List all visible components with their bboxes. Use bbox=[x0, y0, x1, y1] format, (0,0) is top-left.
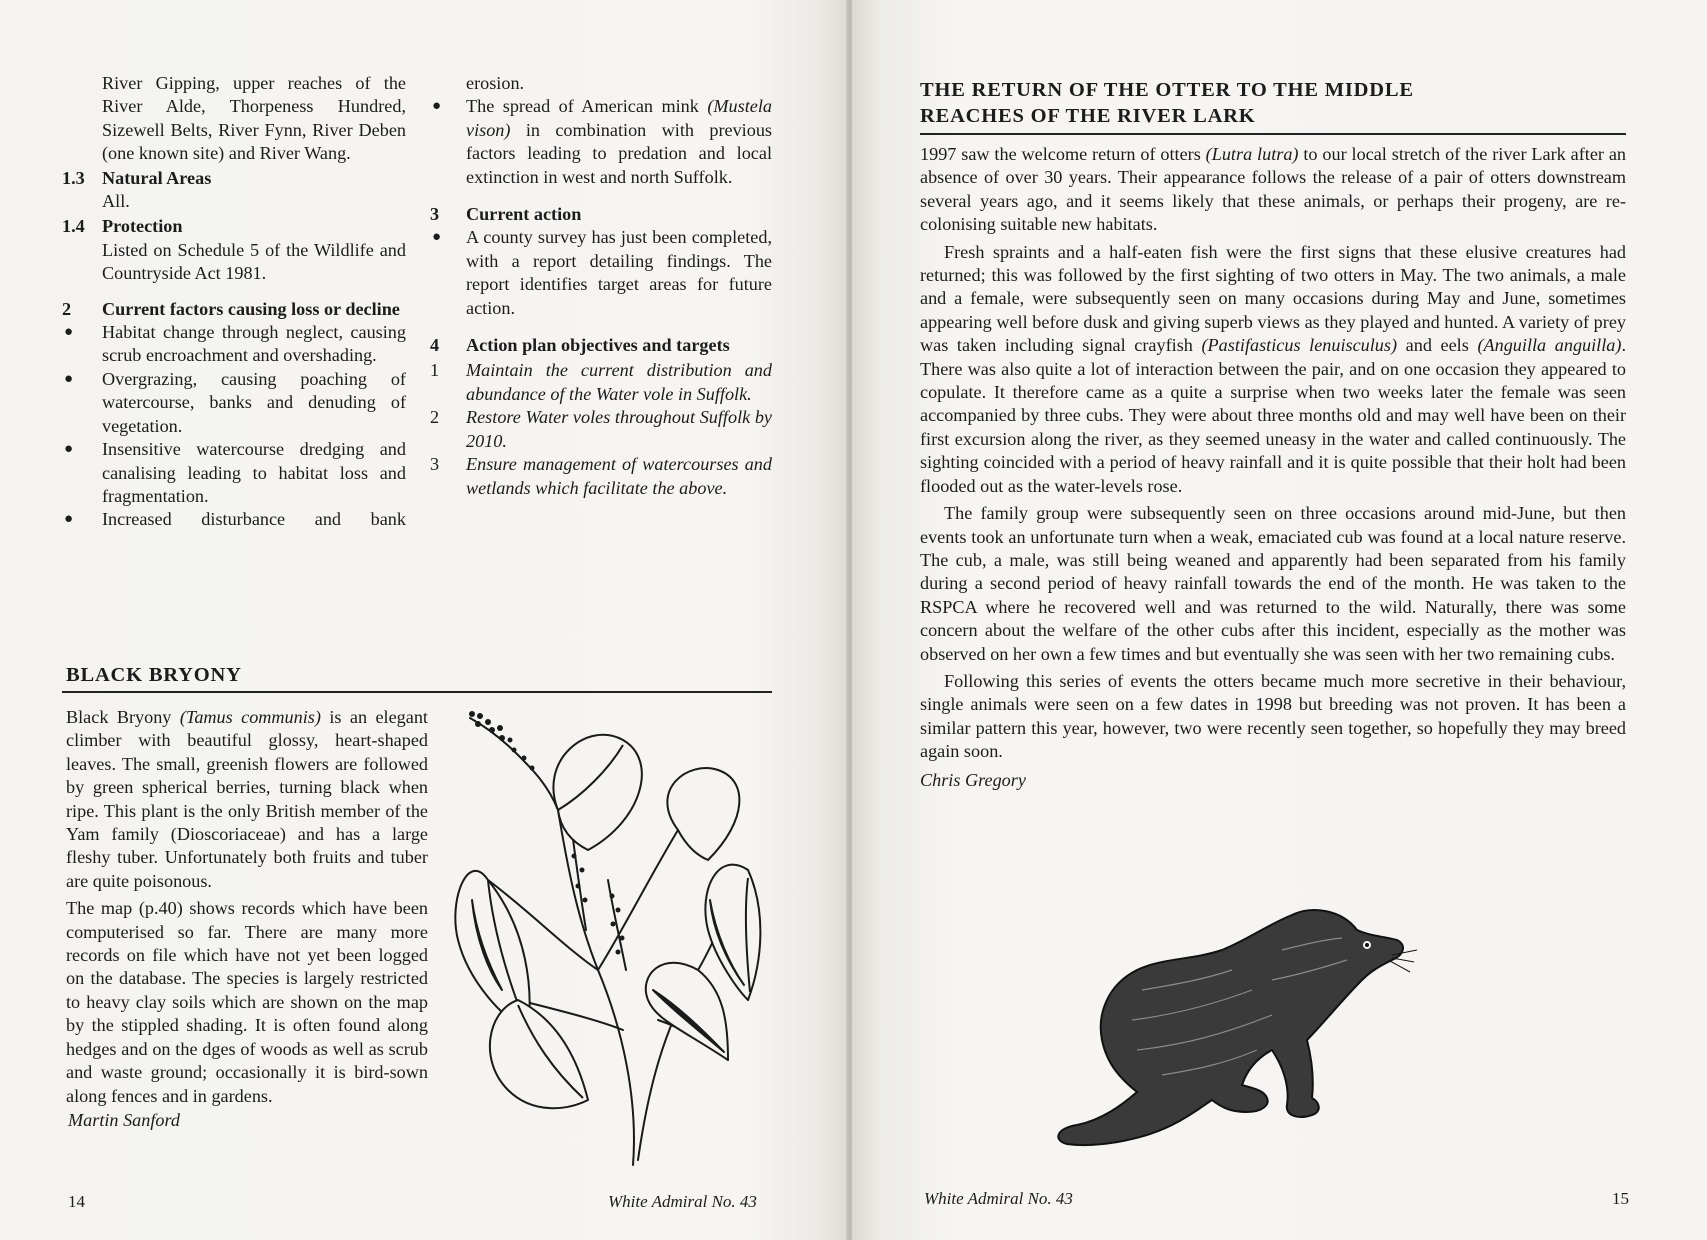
objective-text: Ensure management of watercourses and wetlands which facilitate the above. bbox=[466, 454, 772, 498]
bryony-paragraph-2: The map (p.40) shows records which have been computerised so far. There are many more records on file which have not yet been logged on the database. The species is largely restricted to heavy clay soils which are shown on the map by the stippled shading. It is often found along hedges and on the dges of woods as well as scrub and waste ground; occasionally it is bird-sown along fences and in gardens. bbox=[66, 898, 428, 1106]
species-name: (Pastifasticus lenuisculus) bbox=[1201, 335, 1398, 356]
section-number: 1.4 bbox=[62, 216, 85, 237]
species-name: (Anguilla anguilla) bbox=[1477, 335, 1622, 356]
left-page bbox=[0, 0, 848, 1240]
left-column-2 bbox=[430, 72, 772, 500]
bullet-text: Overgrazing, causing poaching of watercourse, banks and denuding of vegetation. bbox=[102, 368, 406, 436]
otter-article-body bbox=[920, 143, 1626, 792]
species-name: (Mustela vison) bbox=[466, 96, 772, 140]
section-text: All. bbox=[102, 191, 130, 212]
black-bryony-text bbox=[66, 706, 428, 1132]
black-bryony-drawing-icon bbox=[448, 700, 768, 1170]
species-name: (Tamus communis) bbox=[179, 707, 321, 727]
bryony-paragraph-1: Black Bryony (Tamus communis) is an elegant climber with beautiful glossy, heart-shaped leaves. The small, greenish flowers are followed by green spherical berries, turning black when ripe. This plant is the only British member of the Yam family (Dioscoriaceae) and has a large fleshy tuber. Unfortunately both fruits and tuber are quite poisonous. bbox=[66, 707, 428, 891]
bullet-icon: ● bbox=[64, 441, 74, 458]
journal-footer: White Admiral No. 43 bbox=[924, 1189, 1073, 1208]
bullet-text: Insensitive watercourse dredging and canalising leading to habitat loss and fragmentation. bbox=[102, 439, 406, 506]
otter-drawing-icon bbox=[1042, 900, 1422, 1150]
right-page bbox=[852, 0, 1707, 1240]
section-3 bbox=[430, 203, 772, 226]
bullet-icon: ● bbox=[64, 324, 74, 341]
journal-footer: White Admiral No. 43 bbox=[608, 1192, 757, 1211]
species-name: (Lutra lutra) bbox=[1205, 144, 1299, 164]
bullet-icon: ● bbox=[64, 370, 74, 387]
bullet-item bbox=[430, 226, 772, 320]
objective-item bbox=[430, 406, 772, 453]
section-title: Current action bbox=[466, 204, 582, 225]
bullet-text: A county survey has just been completed, with a report detailing findings. The report identifies target areas for future action. bbox=[466, 227, 772, 318]
water-vole-sites-text: River Gipping, upper reaches of the River Alde, Thorpeness Hundred, Sizewell Belts, River Fynn, River Deben (one known site) and River Wang. bbox=[102, 73, 406, 164]
section-number: 1.3 bbox=[62, 167, 85, 188]
author-signature: Martin Sanford bbox=[68, 1109, 180, 1130]
section-title: Protection bbox=[102, 216, 183, 237]
black-bryony-heading: BLACK BRYONY bbox=[66, 664, 242, 686]
heading-rule bbox=[920, 133, 1626, 135]
bullet-icon: ● bbox=[432, 229, 442, 246]
objective-item bbox=[430, 359, 772, 406]
objective-number: 2 bbox=[430, 407, 440, 428]
section-number: 2 bbox=[62, 298, 72, 319]
bullet-item bbox=[430, 95, 772, 189]
section-number: 4 bbox=[430, 335, 440, 356]
bullet-text: Habitat change through neglect, causing scrub encroachment and overshading. bbox=[102, 322, 406, 366]
otter-paragraph-4: Following this series of events the otters became much more secretive in their behaviour, single animals were seen on a few dates in 1998 but breeding was not proven. It has been a similar pattern this year, however, two were recently seen together, so hopefully they may breed again soon. bbox=[920, 670, 1626, 762]
bullet-item bbox=[62, 438, 406, 508]
left-column-1 bbox=[62, 72, 406, 532]
section-4 bbox=[430, 334, 772, 357]
objective-text: Maintain the current distribution and abundance of the Water vole in Suffolk. bbox=[466, 360, 772, 404]
objective-text: Restore Water voles throughout Suffolk by 2010. bbox=[466, 407, 772, 451]
heading-rule bbox=[62, 691, 772, 693]
otter-paragraph-3: The family group were subsequently seen on three occasions around mid-June, but then events took an unfortunate turn when a weak, emaciated cub was found at a local nature reserve. The cub, a male, was still being weaned and apparently had been separated from his family during a second period of heavy rainfall towards the end of the month. He was taken to the RSPCA where he recovered well and was returned to the wild. Naturally, there was some concern about the welfare of the other cubs after this incident, especially as the mother was observed on her own a few times and but eventually she was seen with her two remaining cubs. bbox=[920, 503, 1626, 664]
section-text: Listed on Schedule 5 of the Wildlife and Countryside Act 1981. bbox=[102, 239, 406, 284]
otter-article-heading: THE RETURN OF THE OTTER TO THE MIDDLE REACHES OF THE RIVER LARK bbox=[920, 79, 1414, 127]
bullet-text: The spread of American mink (Mustela vison) in combination with previous factors leading to predation and local extinction in west and north Suffolk. bbox=[466, 96, 772, 187]
otter-paragraph-1: 1997 saw the welcome return of otters (Lutra lutra) to our local stretch of the river Lark after an absence of over 30 years. Their appearance follows the release of a pair of otters downstream several years ago, and it seems likely that these animals, or perhaps their progeny, are re-colonising suitable new habitats. bbox=[920, 144, 1627, 235]
objective-number: 3 bbox=[430, 454, 440, 475]
page-number: 14 bbox=[68, 1192, 85, 1211]
section-1-3 bbox=[62, 167, 406, 214]
section-1-4 bbox=[62, 215, 406, 285]
erosion-continuation: erosion. bbox=[466, 73, 525, 93]
page-number: 15 bbox=[1612, 1189, 1629, 1208]
bullet-icon: ● bbox=[432, 98, 442, 115]
bullet-text: Increased disturbance and bank bbox=[102, 509, 406, 530]
section-2 bbox=[62, 298, 406, 321]
otter-paragraph-2: Fresh spraints and a half-eaten fish were the first signs that these elusive creatures had returned; this was followed by the first sighting of two otters in May. The two animals, a male and a female, were subsequently seen on many occasions during May and June, sometimes appearing well before dusk and giving superb views as they played and hunted. A variety of prey was taken including signal crayfish (Pastifasticus lenuisculus) and eels (Anguilla anguilla). There was also quite a lot of interaction between the pair, and on one occasion they appeared to copulate. It therefore came as a quite a surprise when two weeks later the female was seen accompanied by three cubs. They were about three months old and may well have been on their first excursion along the river, as they seemed uneasy in the water and called continuously. The sighting coincided with a period of heavy rainfall and it is quite possible that their holt had been flooded out as the water-levels rose. bbox=[920, 241, 1626, 496]
bullet-icon: ● bbox=[64, 511, 74, 528]
objective-item bbox=[430, 453, 772, 500]
section-title: Action plan objectives and targets bbox=[466, 335, 730, 356]
section-title: Current factors causing loss or decline bbox=[102, 298, 400, 319]
bullet-item bbox=[62, 368, 406, 438]
section-number: 3 bbox=[430, 204, 440, 225]
author-signature: Chris Gregory bbox=[920, 769, 1026, 790]
objective-number: 1 bbox=[430, 360, 440, 381]
section-title: Natural Areas bbox=[102, 167, 212, 188]
bullet-item bbox=[62, 321, 406, 368]
bullet-item bbox=[62, 508, 406, 531]
